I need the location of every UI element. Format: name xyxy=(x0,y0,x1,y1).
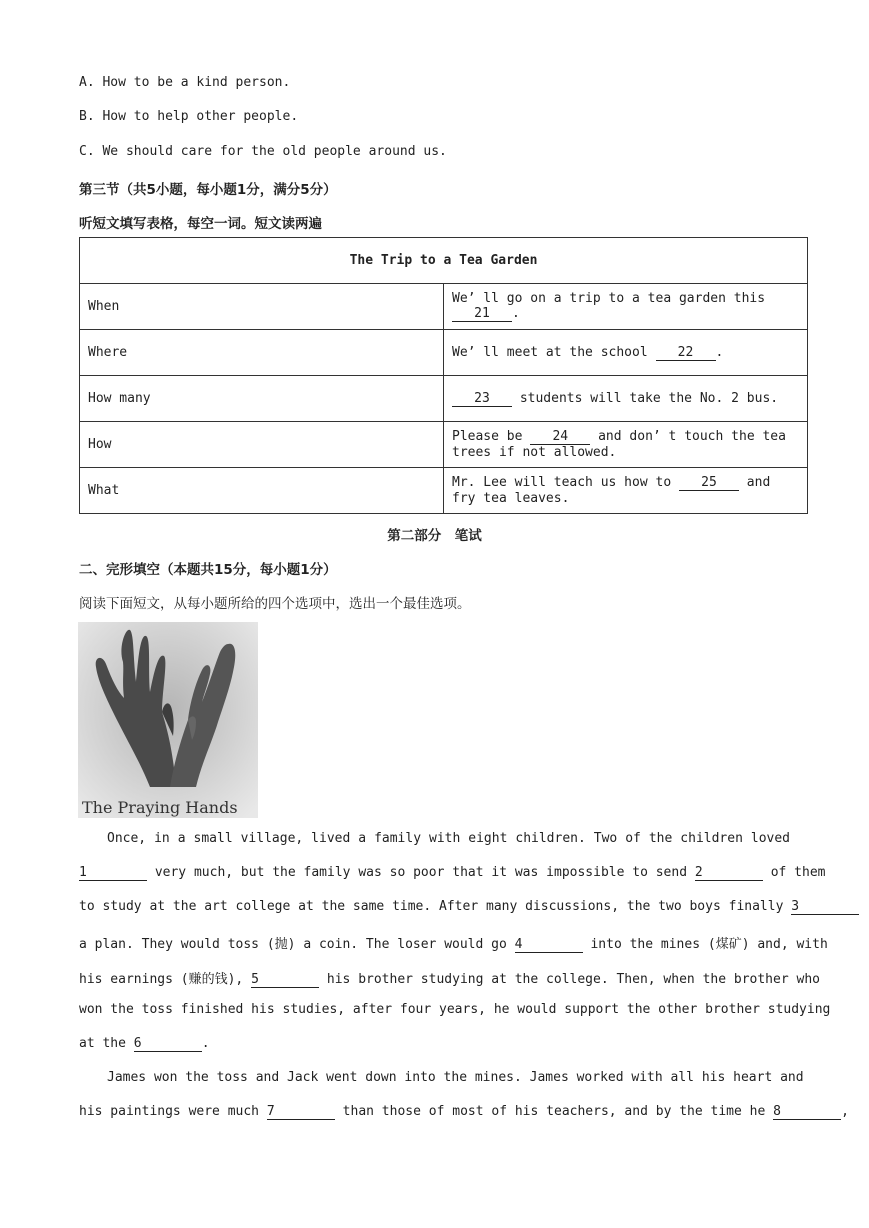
row-content: 23 students will take the No. 2 bus. xyxy=(444,376,808,422)
passage-line: a plan. They would toss (抛) a coin. The loser would go 4 into the mines (煤矿) and, with xyxy=(79,937,828,952)
table-row xyxy=(80,330,808,376)
blank-1[interactable]: 1 xyxy=(79,866,147,881)
row-label: How xyxy=(80,422,444,468)
image-caption: The Praying Hands xyxy=(82,798,238,817)
blank-7[interactable]: 7 xyxy=(267,1105,335,1120)
passage-line: Once, in a small village, lived a family with eight children. Two of the children loved xyxy=(107,831,790,846)
table-row xyxy=(80,422,808,468)
cloze-instruction: 阅读下面短文，从每小题所给的四个选项中，选出一个最佳选项。 xyxy=(79,596,471,612)
row-content: Please be 24 and don’ t touch the tea trees if not allowed. xyxy=(444,422,808,468)
row-content: We’ ll go on a trip to a tea garden this 21 . xyxy=(444,284,808,330)
row-label: How many xyxy=(80,376,444,422)
blank-21[interactable]: 21 xyxy=(452,307,512,322)
part2-title: 第二部分 笔试 xyxy=(387,528,482,544)
row-content: Mr. Lee will teach us how to 25 and fry tea leaves. xyxy=(444,468,808,514)
blank-2[interactable]: 2 xyxy=(695,866,763,881)
praying-hands-icon xyxy=(78,622,258,818)
table-row xyxy=(80,376,808,422)
trip-table xyxy=(79,237,808,514)
row-label: Where xyxy=(80,330,444,376)
blank-23[interactable]: 23 xyxy=(452,392,512,407)
passage-line: won the toss finished his studies, after four years, he would support the other brother studying xyxy=(79,1002,831,1017)
passage-line: at the 6 . xyxy=(79,1036,210,1051)
blank-22[interactable]: 22 xyxy=(656,346,716,361)
blank-5[interactable]: 5 xyxy=(251,973,319,988)
blank-24[interactable]: 24 xyxy=(530,430,590,445)
praying-hands-image xyxy=(78,622,258,818)
blank-25[interactable]: 25 xyxy=(679,476,739,491)
passage-line: to study at the art college at the same time. After many discussions, the two boys finally 3 xyxy=(79,899,790,915)
section3-instruction: 听短文填写表格，每空一词。短文读两遍 xyxy=(79,216,322,232)
table-row xyxy=(80,284,808,330)
blank-6[interactable]: 6 xyxy=(134,1037,202,1052)
blank-3[interactable]: 3 xyxy=(791,900,859,915)
option-b: B. How to help other people. xyxy=(79,109,299,124)
blank-8[interactable]: 8 xyxy=(773,1105,841,1120)
row-content: We’ ll meet at the school 22 . xyxy=(444,330,808,376)
option-a: A. How to be a kind person. xyxy=(79,75,291,90)
passage-line: his paintings were much 7 than those of most of his teachers, and by the time he 8 , xyxy=(79,1104,849,1119)
row-label: When xyxy=(80,284,444,330)
passage-line: his earnings (赚的钱), 5 his brother studying at the college. Then, when the brother who xyxy=(79,972,820,987)
table-title: The Trip to a Tea Garden xyxy=(80,238,808,284)
cloze-heading: 二、完形填空（本题共15分，每小题1分） xyxy=(79,562,337,578)
blank-4[interactable]: 4 xyxy=(515,938,583,953)
passage-line: 1 very much, but the family was so poor that it was impossible to send 2 of them xyxy=(79,865,826,880)
table-row xyxy=(80,468,808,514)
option-c: C. We should care for the old people around us. xyxy=(79,144,447,159)
row-label: What xyxy=(80,468,444,514)
section3-heading: 第三节（共5小题，每小题1分，满分5分） xyxy=(79,182,337,198)
passage-line: James won the toss and Jack went down into the mines. James worked with all his heart and xyxy=(107,1070,804,1085)
